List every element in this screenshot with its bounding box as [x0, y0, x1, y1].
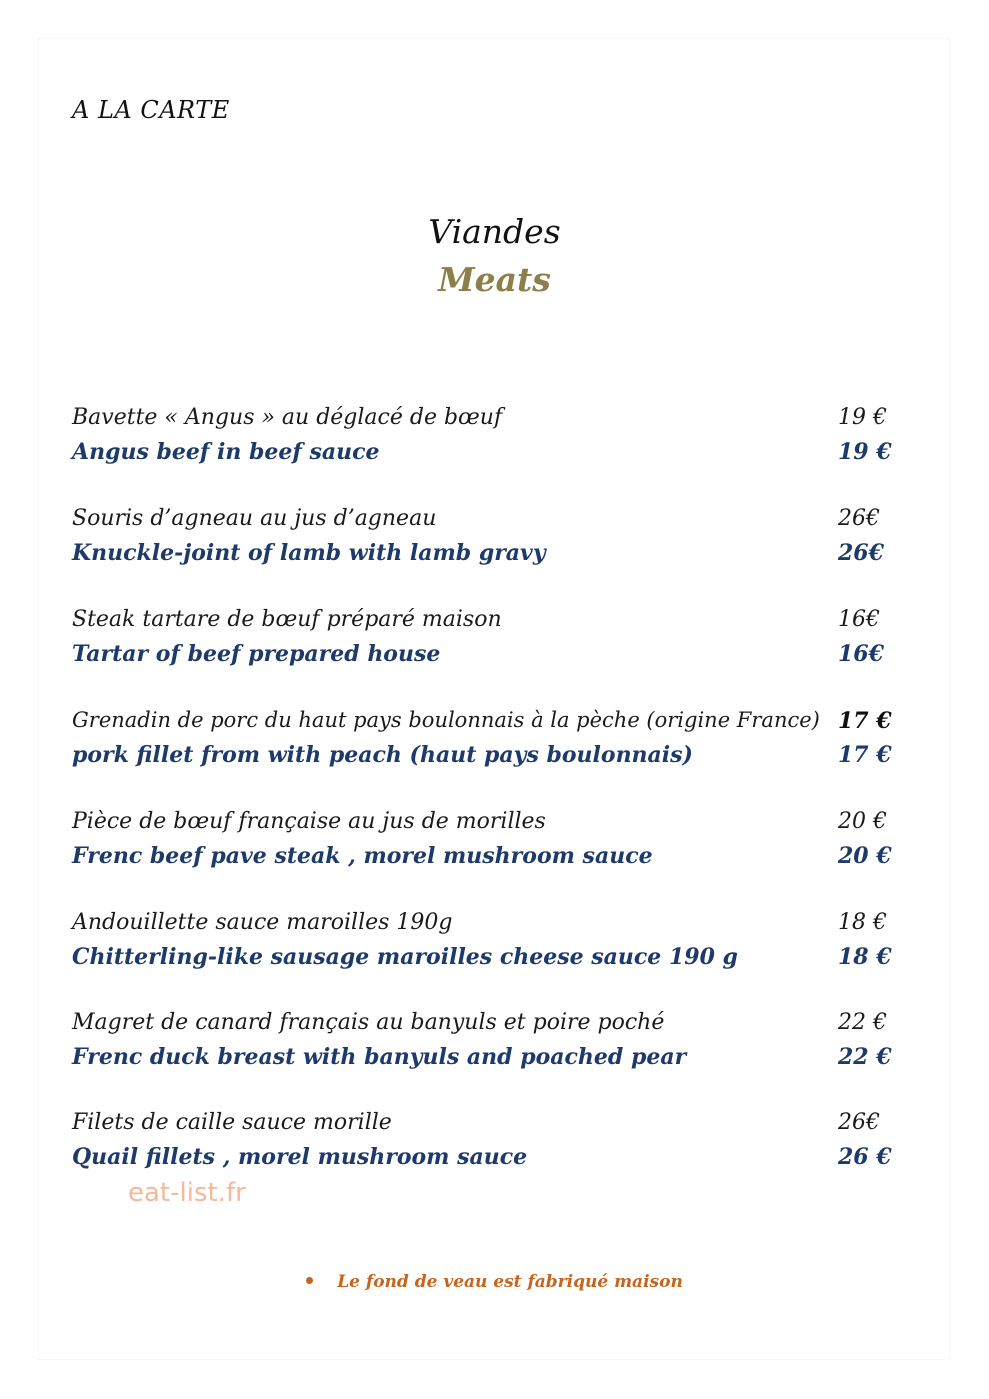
section-title-fr: Viandes: [428, 212, 561, 251]
dish-price-en: 18 €: [838, 944, 892, 970]
dish-price-fr: 18 €: [838, 910, 887, 935]
footnote-text: Le fond de veau est fabriqué maison: [337, 1272, 683, 1292]
dish-name-fr: Grenadin de porc du haut pays boulonnais à la pèche (origine France): [72, 708, 820, 732]
dish-price-en: 26€: [838, 540, 884, 566]
dish-name-fr: Filets de caille sauce morille: [72, 1110, 392, 1135]
dish-name-fr: Souris d’agneau au jus d’agneau: [72, 506, 437, 531]
section-title-en: Meats: [438, 260, 551, 299]
menu-item: [72, 1110, 902, 1180]
watermark: eat-list.fr: [128, 1178, 246, 1208]
dish-name-en: Chitterling-like sausage maroilles cheese sauce 190 g: [72, 944, 738, 970]
menu-item: [72, 607, 902, 677]
dish-price-fr: 16€: [838, 607, 880, 632]
dish-name-fr: Bavette « Angus » au déglacé de bœuf: [72, 405, 503, 430]
dish-name-en: Tartar of beef prepared house: [72, 641, 441, 667]
dish-price-fr: 26€: [838, 1110, 880, 1135]
dish-price-en: 16€: [838, 641, 884, 667]
dish-name-fr: Pièce de bœuf française au jus de morilles: [72, 809, 546, 834]
dish-price-en: 19 €: [838, 439, 892, 465]
header-label: A LA CARTE: [72, 96, 230, 124]
dish-name-fr: Andouillette sauce maroilles 190g: [72, 910, 453, 935]
menu-item: [72, 405, 902, 475]
dish-name-fr: Steak tartare de bœuf préparé maison: [72, 607, 502, 632]
dish-name-en: Frenc duck breast with banyuls and poached pear: [72, 1044, 687, 1070]
dish-price-en: 17 €: [838, 742, 892, 768]
dish-price-fr: 26€: [838, 506, 880, 531]
menu-item: [72, 708, 902, 778]
menu-item: [72, 1010, 902, 1080]
dish-price-en: 20 €: [838, 843, 892, 869]
dish-price-en: 22 €: [838, 1044, 892, 1070]
bullet-icon: [306, 1277, 313, 1284]
dish-price-fr: 20 €: [838, 809, 887, 834]
dish-name-en: Quail fillets , morel mushroom sauce: [72, 1144, 528, 1170]
menu-item: [72, 910, 902, 980]
dish-price-fr: 22 €: [838, 1010, 887, 1035]
dish-name-en: pork fillet from with peach (haut pays boulonnais): [72, 742, 693, 768]
dish-name-en: Angus beef in beef sauce: [72, 439, 380, 465]
menu-item: [72, 809, 902, 879]
dish-price-en: 26 €: [838, 1144, 892, 1170]
menu-item: [72, 506, 902, 576]
dish-name-en: Knuckle-joint of lamb with lamb gravy: [72, 540, 546, 566]
footnote: [0, 1272, 989, 1292]
dish-price-fr: 19 €: [838, 405, 887, 430]
dish-name-fr: Magret de canard français au banyuls et poire poché: [72, 1010, 665, 1035]
dish-price-fr: 17 €: [838, 708, 892, 734]
dish-name-en: Frenc beef pave steak , morel mushroom sauce: [72, 843, 653, 869]
